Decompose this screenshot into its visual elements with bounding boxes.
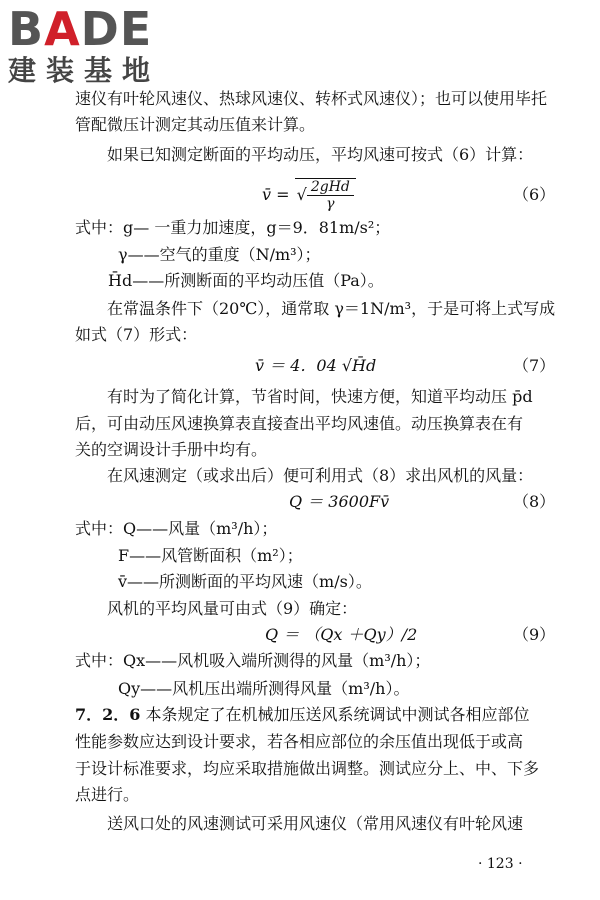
text-line: 送风口处的风速测试可采用风速仪（常用风速仪有叶轮风速 bbox=[107, 814, 524, 833]
equation-8: Q ＝ 3600Fv̄ bbox=[289, 492, 390, 511]
symbol-definition: 式中：Qx——风机吸入端所测得的风量（m³/h）； bbox=[75, 651, 431, 670]
symbol-definition: 式中：g— 一重力加速度，g＝9．81m/s²； bbox=[75, 218, 391, 237]
equation-7: v̄ ＝ 4．04 √H̄d bbox=[255, 356, 377, 375]
text-line: 如果已知测定断面的平均动压，平均风速可按式（6）计算： bbox=[107, 145, 534, 164]
text-line: 风机的平均风量可由式（9）确定： bbox=[107, 599, 358, 618]
text-line: 速仪有叶轮风速仪、热球风速仪、转杯式风速仪）；也可以使用毕托 bbox=[75, 89, 548, 108]
text-line: 在风速测定（或求出后）便可利用式（8）求出风机的风量： bbox=[107, 466, 534, 485]
text-line: 如式（7）形式： bbox=[75, 325, 198, 344]
equation-9: Q ＝ （Qx ＋Qy）/2 bbox=[265, 625, 418, 644]
symbol-definition: Qy——风机压出端所测得风量（m³/h）。 bbox=[118, 679, 410, 698]
text-line: 于设计标准要求，均应采取措施做出调整。测试应分上、中、下多 bbox=[75, 759, 540, 778]
text-line: 关的空调设计手册中均有。 bbox=[75, 440, 268, 459]
text-line: 后，可由动压风速换算表直接查出平均风速值。动压换算表在有 bbox=[75, 414, 524, 433]
section-number: 7．2．6 bbox=[75, 705, 141, 724]
text-line: 有时为了简化计算，节省时间，快速方便，知道平均动压 p̄d bbox=[107, 387, 533, 406]
equation-number: （8） bbox=[513, 492, 556, 511]
text-line: 本条规定了在机械加压送风系统调试中测试各相应部位 bbox=[145, 705, 530, 724]
bade-logo bbox=[8, 2, 161, 87]
symbol-definition: 式中：Q——风量（m³/h）； bbox=[75, 519, 278, 538]
text-line: 管配微压计测定其动压值来计算。 bbox=[75, 115, 316, 134]
text-line: 在常温条件下（20℃），通常取 γ＝1N/m³，于是可将上式写成 bbox=[107, 299, 556, 318]
logo-wordmark: BADE bbox=[8, 2, 153, 56]
equation-number: （9） bbox=[513, 625, 556, 644]
symbol-definition: v̄——所测断面的平均风速（m/s）。 bbox=[118, 572, 372, 591]
equation-number: （7） bbox=[513, 356, 556, 375]
equation-6: v̄ = √ $\frac{2gH̄d}{\gamma}$ bbox=[262, 178, 356, 212]
symbol-definition: γ——空气的重度（N/m³）； bbox=[118, 245, 321, 264]
page-number: · 123 · bbox=[478, 856, 523, 872]
symbol-definition: H̄d——所测断面的平均动压值（Pa）。 bbox=[108, 271, 384, 290]
text-line: 性能参数应达到设计要求，若各相应部位的余压值出现低于或高 bbox=[75, 732, 524, 751]
text-line: 点进行。 bbox=[75, 785, 140, 804]
symbol-definition: F——风管断面积（m²）； bbox=[118, 546, 303, 565]
logo-subtitle: 建装基地 bbox=[8, 54, 161, 87]
equation-number: （6） bbox=[513, 185, 556, 204]
section-paragraph-first-line bbox=[75, 702, 530, 725]
